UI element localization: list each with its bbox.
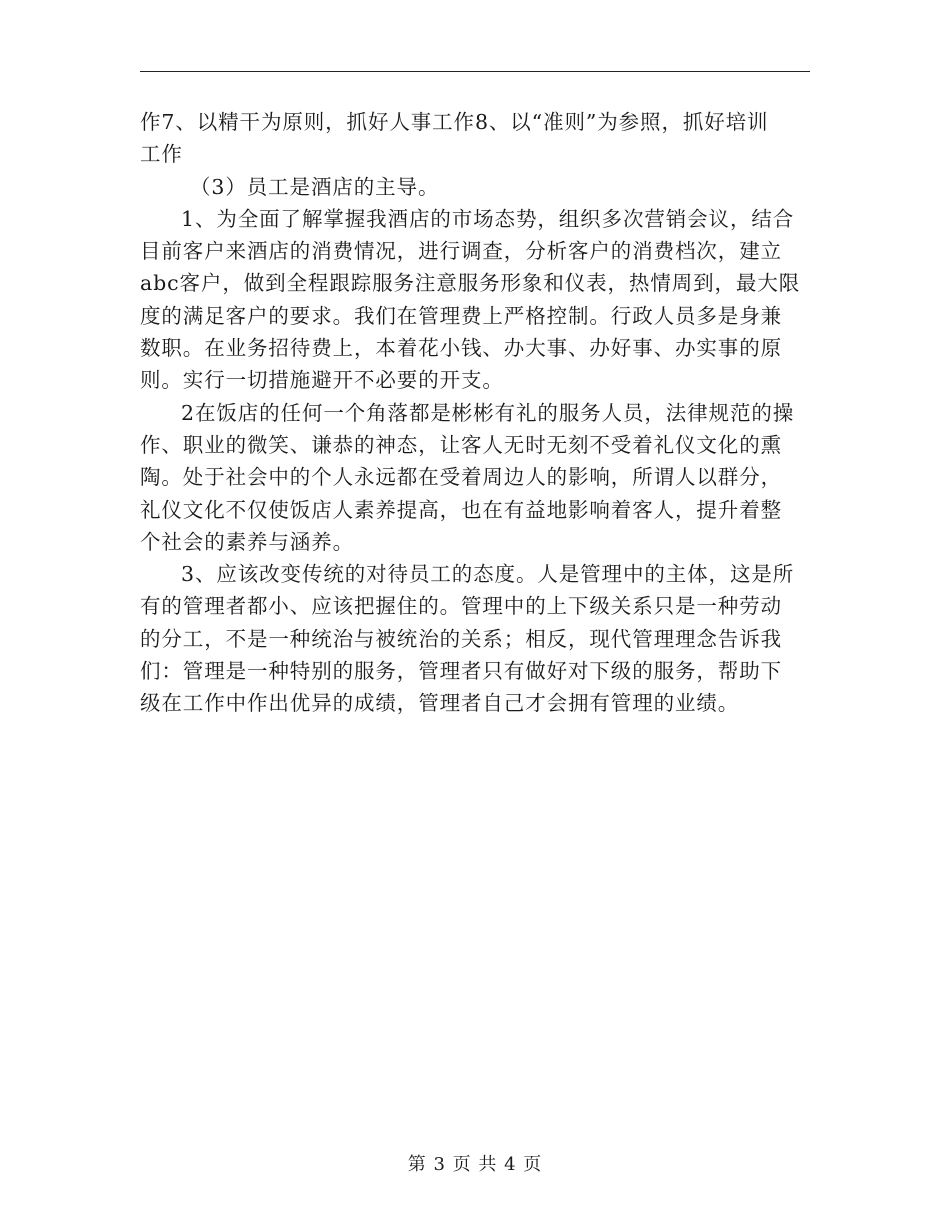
text-line: 有的管理者都小、应该把握住的。管理中的上下级关系只是一种劳动 bbox=[140, 594, 782, 619]
text-line: 度的满足客户的要求。我们在管理费上严格控制。行政人员多是身兼 bbox=[140, 303, 782, 328]
text-line: 数职。在业务招待费上，本着花小钱、办大事、办好事、办实事的原 bbox=[140, 336, 782, 361]
paragraph-first-line: 2在饭店的任何一个角落都是彬彬有礼的服务人员，法律规范的操 bbox=[181, 400, 795, 425]
header-rule bbox=[140, 71, 810, 72]
page-number-footer: 第 3 页 共 4 页 bbox=[407, 1154, 543, 1175]
text-line: 礼仪文化不仅使饭店人素养提高，也在有益地影响着客人，提升着整 bbox=[140, 497, 782, 522]
text-line: 个社会的素养与涵养。 bbox=[140, 529, 354, 554]
text-line: 级在工作中作出优异的成绩，管理者自己才会拥有管理的业绩。 bbox=[140, 691, 740, 716]
text-line: 目前客户来酒店的消费情况，进行调查，分析客户的消费档次，建立 bbox=[140, 239, 782, 264]
body-text bbox=[140, 106, 810, 720]
text-line: abc客户，做到全程跟踪服务注意服务形象和仪表，热情周到，最大限 bbox=[140, 271, 801, 296]
section-heading: （3）员工是酒店的主导。 bbox=[190, 174, 440, 199]
text-line: 陶。处于社会中的个人永远都在受着周边人的影响，所谓人以群分， bbox=[140, 465, 782, 490]
text-line: 们：管理是一种特别的服务，管理者只有做好对下级的服务，帮助下 bbox=[140, 659, 782, 684]
text-line: 作7、以精干为原则，抓好人事工作8、以“准则”为参照，抓好培训 bbox=[140, 110, 769, 134]
text-line: 的分工，不是一种统治与被统治的关系；相反，现代管理理念告诉我 bbox=[140, 626, 782, 651]
paragraph-first-line: 3、应该改变传统的对待员工的态度。人是管理中的主体，这是所 bbox=[181, 562, 795, 587]
paragraph-first-line: 1、为全面了解掌握我酒店的市场态势，组织多次营销会议，结合 bbox=[181, 206, 795, 231]
text-line: 工作 bbox=[140, 142, 183, 167]
text-line: 作、职业的微笑、谦恭的神态，让客人无时无刻不受着礼仪文化的熏 bbox=[140, 432, 782, 457]
text-line: 则。实行一切措施避开不必要的开支。 bbox=[140, 368, 504, 393]
